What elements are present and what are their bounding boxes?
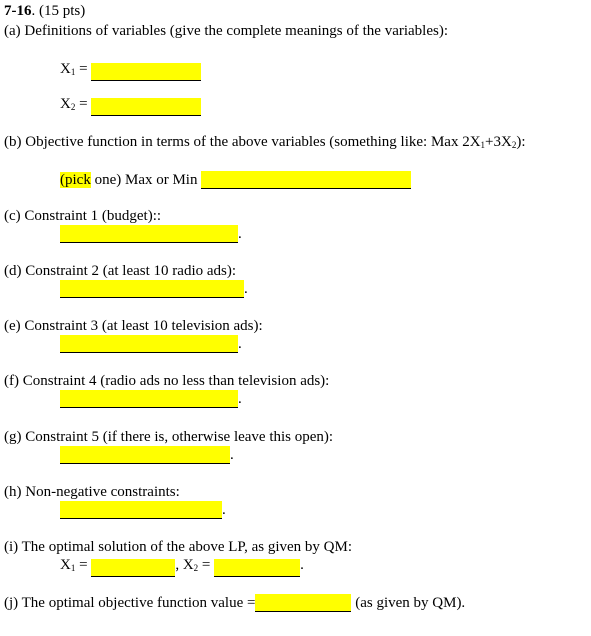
problem-header <box>4 2 85 20</box>
x1-definition-row: $X_1$ = <box>60 60 201 81</box>
points: . (15 pts) <box>31 3 86 19</box>
x2-definition-row: $X_2$ = <box>60 95 201 116</box>
constraint-4-row: . <box>60 390 242 408</box>
constraint-2-field[interactable] <box>60 280 244 298</box>
constraint-1-row: . <box>60 225 242 243</box>
constraint-3-row: . <box>60 335 242 353</box>
part-d-prompt: (d) Constraint 2 (at least 10 radio ads): <box>4 263 237 279</box>
x2-solution-field[interactable] <box>214 559 300 577</box>
constraint-2-row: . <box>60 280 248 298</box>
constraint-5-field[interactable] <box>60 446 230 464</box>
problem-number: 7-16 <box>4 3 32 19</box>
constraint-5-row: . <box>60 446 234 464</box>
part-g-prompt: (g) Constraint 5 (if there is, otherwise leave this open): <box>4 429 334 445</box>
part-f-prompt: (f) Constraint 4 (radio ads no less than television ads): <box>4 373 330 389</box>
constraint-3-field[interactable] <box>60 335 238 353</box>
objective-row: (pick one) Max or Min <box>60 171 411 189</box>
part-a-prompt: (a) Definitions of variables (give the complete meanings of the variables): <box>4 23 449 39</box>
x1-definition-field[interactable] <box>91 63 201 81</box>
nonneg-row: . <box>60 501 226 519</box>
part-b-prompt: (b) Objective function in terms of the above variables (something like: Max $2X_1+3X_2$): <box>4 134 526 150</box>
part-c-prompt: (c) Constraint 1 (budget):: <box>4 208 162 224</box>
nonneg-field[interactable] <box>60 501 222 519</box>
part-j-row: (j) The optimal objective function value = (as given by QM). <box>4 595 466 611</box>
part-h-prompt: (h) Non-negative constraints: <box>4 484 180 500</box>
pick-highlight: pick <box>65 172 91 188</box>
x1-solution-field[interactable] <box>91 559 175 577</box>
x2-definition-field[interactable] <box>91 98 201 116</box>
part-i-prompt: (i) The optimal solution of the above LP, as given by QM: <box>4 539 353 555</box>
solution-row: $X_1$ = , $X_2$ = . <box>60 556 304 577</box>
objective-field[interactable] <box>201 171 411 189</box>
part-e-prompt: (e) Constraint 3 (at least 10 television ads): <box>4 318 263 334</box>
objective-value-field[interactable] <box>255 594 351 612</box>
constraint-4-field[interactable] <box>60 390 238 408</box>
constraint-1-field[interactable] <box>60 225 238 243</box>
